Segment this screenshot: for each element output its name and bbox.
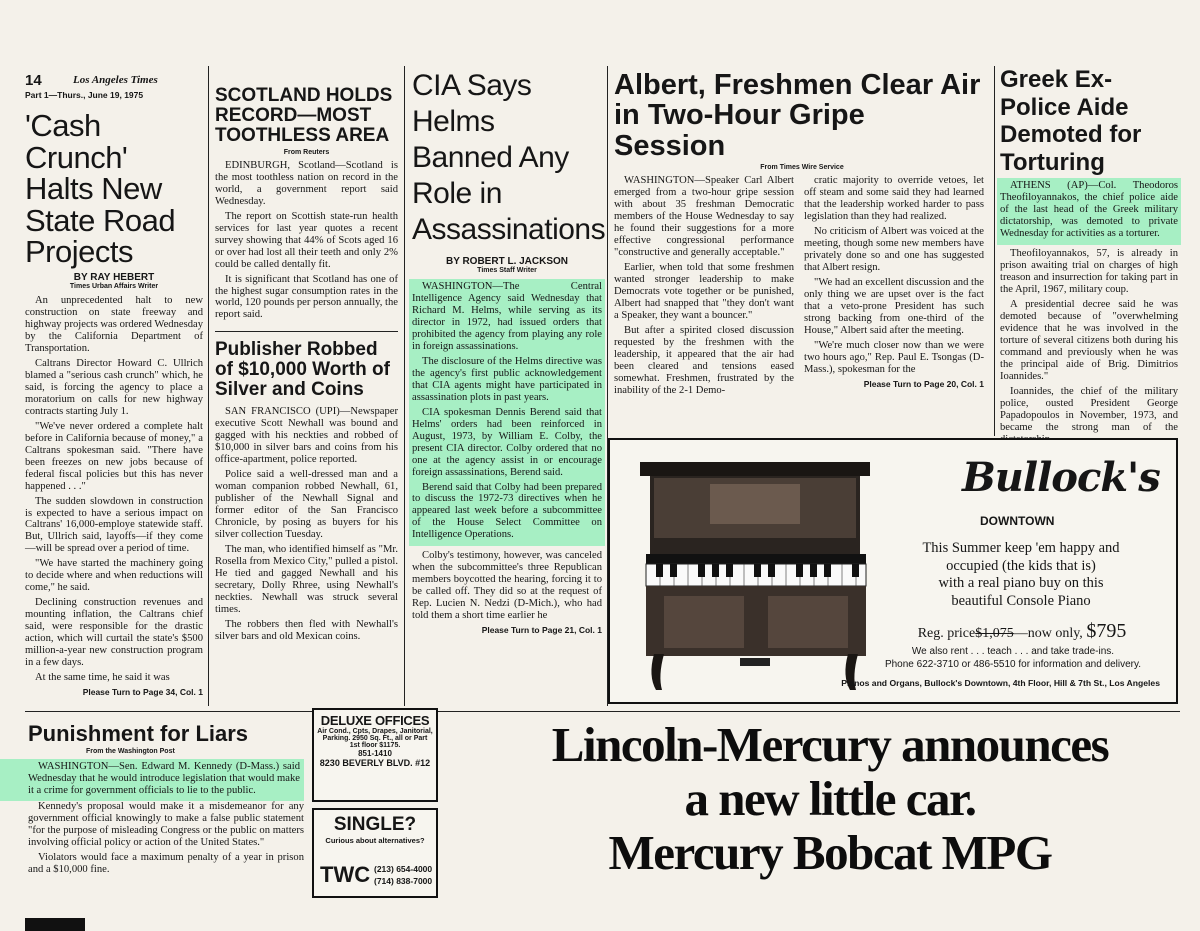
continued-line: Please Turn to Page 34, Col. 1 [82,687,203,698]
ad-tagline [886,540,1156,611]
headline-cia-helms: CIA Says Helms Banned Any Role in Assassinations [412,69,606,246]
masthead [25,66,203,102]
paragraph: WASHINGTON—The Central Intelligence Agency said Wednesday that Richard M. Helms, while serving as its director in 1972, had issued orders that prohibited the agency from playing any role in foreign assassinations. [412,281,602,352]
info-line: We also rent . . . teach . . . and take trade-ins. [911,646,1115,657]
ad-footer: Pianos and Organs, Bullock's Downtown, 4th Floor, Hill & 7th St., Los Angeles [841,678,1160,688]
paragraph: The sudden slowdown in construction is expected to have a serious impact on Caltrans' 16,000-employe statewide staff. But, Ullrich said, layoffs—if they come—will be spread over a period of time. [25,495,203,555]
bottom-story [0,722,304,917]
paragraph: "We had an excellent discussion and the only thing we are upset over is the fact that a veto-prone President has such strong backing from one-third of the House," Albert said after the meeting. [804,277,984,336]
ad-info [860,646,1166,671]
paragraph: Kennedy's proposal would make it a misdemeanor for any government official knowingly to make a false public statement "for the purpose of misleading Congress or the public on matters involving official policy or action of the United States." [28,801,304,848]
twc-title: SINGLE? [333,814,417,835]
deluxe-address: 8230 BEVERLY BLVD. #12 [319,758,431,768]
bullocks-logo: Bullock's [962,454,1160,501]
paragraph: Police said a well-dressed man and a woman companion robbed Newhall, 61, publisher of the Newhall Signal and former editor of the San Francisco Chronicle, by posing as buyers for his silver collection Tuesday. [215,469,398,540]
paragraph: The robbers then fled with Newhall's silver bars and old Mexican coins. [215,618,398,642]
two-column-body [614,175,990,399]
twc-phone: (714) 838-7000 [374,876,433,886]
regular-price: $1,075 [975,626,1014,641]
paragraph: SAN FRANCISCO (UPI)—Newspaper executive Scott Newhall was bound and gagged with his neckties and robbed of $10,000 in silver bars and coins from his office-apartment, police reported. [215,406,398,466]
continued-line: Please Turn to Page 21, Col. 1 [481,625,602,636]
deluxe-phone: 851-1410 [358,749,392,758]
mercury-line: Lincoln-Mercury announces [551,717,1109,772]
headline-publisher-robbed: Publisher Robbed of $10,000 Worth of Silver and Coins [215,339,390,401]
paragraph: WASHINGTON—Sen. Edward M. Kennedy (D-Mass.) said Wednesday that he would introduce legislation that would make it a crime for government officials to lie to the public. [28,761,300,797]
column-5 [1000,66,1178,436]
headline-albert: Albert, Freshmen Clear Air in Two-Hour Gripe Session [614,69,981,162]
section-rule [25,711,1180,712]
byline-title: Times Urban Affairs Writer [69,283,159,291]
continued-line: Please Turn to Page 20, Col. 1 [863,378,984,389]
deluxe-line: Air Cond., Cpts, Drapes, Janitorial, [317,728,433,735]
paragraph: ATHENS (AP)—Col. Theodoros Theofiloyannakos, the chief police aide of the last head of the Greek military dictatorship, was demoted to private Wednesday for activities as a torturer. [1000,180,1178,240]
paragraph: It is significant that Scotland has one of the highest sugar consumption rates in the world, 120 pounds per person annually, the report said. [215,273,398,321]
tagline-line: with a real piano buy on this [938,575,1104,592]
paragraph: Caltrans Director Howard C. Ullrich blamed a "serious cash crunch" which, he said, is forcing the agency to place a moratorium on calls for new highway contracts starting July 1. [25,357,203,417]
mercury-line: a new little car. [684,770,976,826]
source-line: From the Washington Post [86,748,175,756]
twc-single-ad [312,808,438,898]
paragraph: "We've never ordered a complete halt before in California because of money," a Caltrans spokesman said. "There have been freezes on new jobs because of federal fiscal policies but this has never happened . . ." [25,420,203,492]
column-4 [614,70,990,436]
paragraph: The report on Scottish state-run health services for last year quotes a recent survey showing that 44% of Scots aged 16 or over had lost all their teeth and only 2% could be called dentally fit. [215,210,398,270]
mercury-line: Mercury Bobcat MPG [608,824,1052,880]
paragraph: But after a spirited closed discussion requested by the freshmen with the leadership, it appeared that the air had been cleared and tensions eased somewhat. Freshmen, frustrated by the inability of the 2-1 Demo- [614,324,794,396]
paragraph: Earlier, when told that some freshmen wanted stronger leadership to make Democrats vote together or be punished, Albert had snapped that "they don't want a Speaker, they want a bouncer." [614,262,794,321]
regular-price-label: Reg. price [917,626,976,641]
byline: BY ROBERT L. JACKSON [445,256,569,267]
paragraph: No criticism of Albert was voiced at the meeting, though some new members have privately done so and one has suggested that Albert resign. [804,226,984,274]
headline-cash-crunch: 'Cash Crunch' Halts New State Road Projects [25,108,176,270]
sale-label: —now only, [1013,626,1083,641]
deluxe-line: 1st floor $1175. [349,742,401,749]
page-number: 14 [25,72,42,89]
column-2 [215,86,398,706]
paragraph: At the same time, he said it was [35,672,170,684]
paragraph: "We have started the machinery going to decide where and when reductions will come," he said. [25,558,203,594]
masthead-paper-name: Los Angeles Times [73,74,158,86]
paragraph: cratic majority to override vetoes, let off steam and some said they had learned that the leadership worked harder to pass legislation than they had realized. [804,175,984,223]
source-line: From Times Wire Service [760,164,844,172]
twc-subtitle: Curious about alternatives? [325,836,425,845]
twc-logo: TWC [320,862,371,887]
paragraph: Colby's testimony, however, was canceled when the subcommittee's three Republican members boycotted the hearing, forcing it to be called off. They did so at the request of Rep. Lucien N. Nedzi (D-Mich.), who had told them a short time earlier he [412,550,602,622]
bullocks-piano-ad [608,438,1178,704]
paragraph: "We're much closer now than we were two hours ago," Rep. Paul E. Tsongas (D-Mass.), spokesman for the [804,339,984,375]
deluxe-title: DELUXE OFFICES [320,713,430,728]
headline-scotland: SCOTLAND HOLDS RECORD—MOST TOOTHLESS AREA [215,85,393,146]
paragraph: An unprecedented halt to new construction on state freeway and highway projects was ordered Wednesday by the California Department of Transportation. [25,295,203,354]
column-rule [404,66,405,706]
paragraph: A presidential decree said he was demoted because of "overwhelming evidence that he was involved in the torture of several citizens both during his command and previously when he was the principal aide of Brig. Dimitrios Ioannides." [1000,299,1178,382]
page-bottom-edge [25,918,85,931]
headline-greek-police: Greek Ex-Police Aide Demoted for Torturing [1000,66,1142,176]
column-3 [412,68,606,706]
console-piano-illustration [640,454,876,694]
twc-phone: (213) 654-4000 [374,864,433,874]
paragraph: WASHINGTON—Speaker Carl Albert emerged from a two-hour gripe session with about 35 freshman Democratic members of the House Wednesday to say he found their suggestions for a more effective congressional performance "constructive and generally acceptable." [614,175,794,259]
mercury-bobcat-ad [470,718,1190,918]
story-body [0,801,304,876]
tagline-line: occupied (the kids that is) [946,557,1096,574]
highlighted-passage [409,279,605,546]
headline-punishment-liars: Punishment for Liars [28,721,249,746]
highlighted-passage [0,759,304,801]
column-1 [25,66,203,706]
paragraph: The disclosure of the Helms directive was the agency's first public acknowledgement that CIA agents might have participated in assassination plots in past years. [412,355,602,403]
story-divider [215,331,398,332]
byline: BY RAY HEBERT [73,272,155,284]
source-line: From Reuters [283,148,330,156]
deluxe-line: Parking. 2950 Sq. Ft., all or Part [322,735,428,742]
info-line: Phone 622-3710 or 486-5510 for information and delivery. [884,658,1142,670]
paragraph: Berend said that Colby had been prepared to discuss the 1972-73 directives when he appeared last week before a subcommittee of the House Select Committee on Intelligence Operations. [412,481,602,541]
paragraph: The man, who identified himself as "Mr. Rosella from Mexico City," pulled a pistol. He tied and gagged Newhall and his secretary, Dolly Rhree, using Newhall's neckties. Newhall was struck several times. [215,543,398,615]
paragraph: Theofiloyannakos, 57, is already in prison awaiting trial on charges of high treason and insurrection for taking part in the April, 1967, military coup. [1000,248,1178,296]
tagline-line: beautiful Console Piano [951,593,1091,610]
paragraph: EDINBURGH, Scotland—Scotland is the most toothless nation on record in the world, a government report said Wednesday. [215,159,398,207]
deluxe-offices-ad [312,708,438,802]
paragraph: Declining construction revenues and mounting inflation, the Caltrans chief said, were responsible for the drastic action, which will curtail the state's $500 million-a-year new construction program in a few days. [25,597,203,669]
paragraph: CIA spokesman Dennis Berend said that Helms' orders had been reinforced in August, 1973, by William E. Colby, the present CIA director. Colby ordered that no one at the agency assist in or encourage foreign assassinations, Berend said. [412,406,602,478]
tagline-line: This Summer keep 'em happy and [922,540,1120,556]
sale-price: $795 [1086,620,1127,642]
bullocks-location: DOWNTOWN [980,514,1055,528]
paragraph: Ioannides, the chief of the military police, ousted President George Papadopoulos in November, 1973, and became the strong man of the [1000,385,1178,433]
masthead-dateline: Part 1—Thurs., June 19, 1975 [25,90,144,100]
right-subcolumn [804,175,984,399]
byline-title: Times Staff Writer [477,267,537,274]
highlighted-passage [997,178,1181,245]
column-rule [994,66,995,436]
left-subcolumn [614,175,794,399]
paragraph: Violators would face a maximum penalty of a year in prison and a $10,000 fine. [28,851,304,875]
column-rule [208,66,209,706]
price-line [882,620,1162,643]
